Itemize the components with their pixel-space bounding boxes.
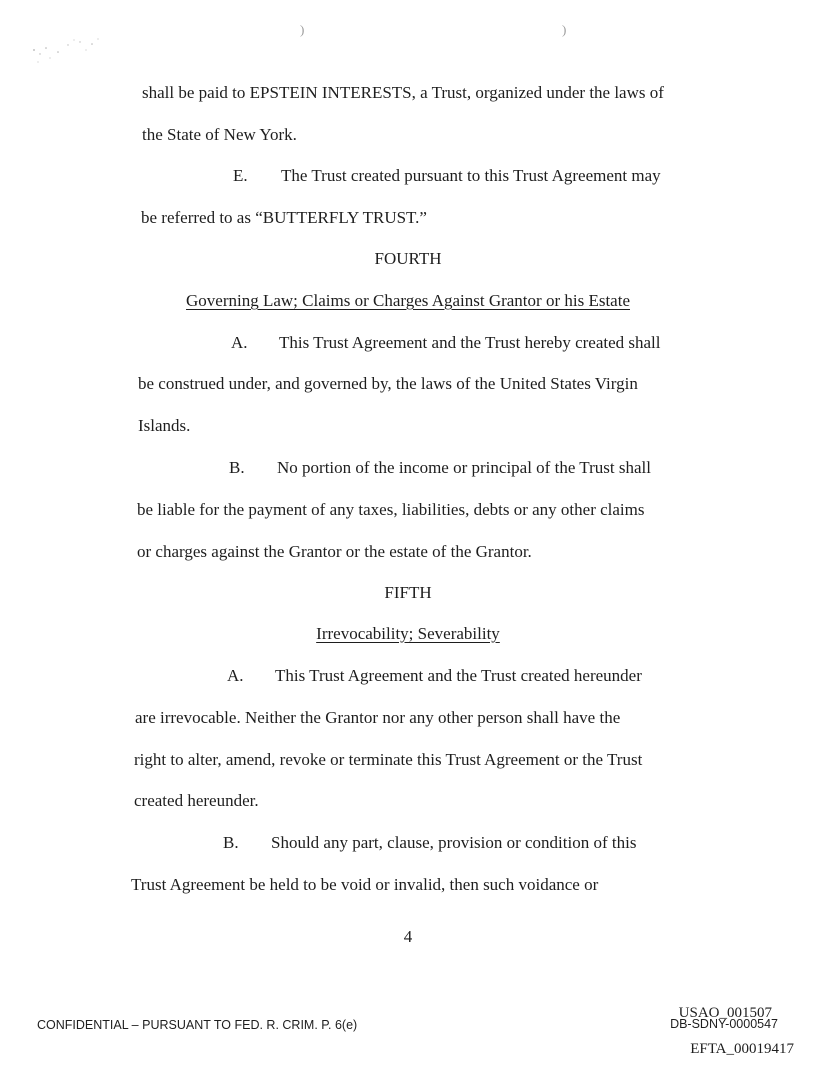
- section-subheading: Irrevocability; Severability: [316, 624, 500, 643]
- body-text: The Trust created pursuant to this Trust Agreement may: [281, 166, 661, 185]
- section-heading: FOURTH: [374, 249, 442, 268]
- body-line: the State of New York.: [142, 125, 297, 144]
- body-text: This Trust Agreement and the Trust hereby created shall: [279, 333, 661, 352]
- confidential-notice: CONFIDENTIAL – PURSUANT TO FED. R. CRIM. P. 6(e): [37, 1018, 358, 1032]
- scan-mark: ): [300, 22, 305, 37]
- body-line: Trust Agreement be held to be void or invalid, then such voidance or: [131, 875, 599, 894]
- bates-efta: EFTA_00019417: [690, 1041, 794, 1057]
- body-line: right to alter, amend, revoke or terminate this Trust Agreement or the Trust: [134, 750, 643, 769]
- body-text: Should any part, clause, provision or condition of this: [271, 833, 637, 852]
- body-line: be referred to as “BUTTERFLY TRUST.”: [141, 208, 427, 227]
- paragraph-b-first-line: [229, 458, 651, 478]
- paragraph-a-first-line: [231, 333, 661, 353]
- page-number: 4: [403, 927, 413, 946]
- body-line: or charges against the Grantor or the estate of the Grantor.: [137, 542, 532, 561]
- body-line: are irrevocable. Neither the Grantor nor any other person shall have the: [135, 708, 621, 727]
- body-text: This Trust Agreement and the Trust created hereunder: [275, 666, 642, 685]
- bates-db-sdny: DB-SDNY-0000547: [670, 1017, 778, 1031]
- body-line: Islands.: [138, 416, 191, 435]
- paragraph-b-first-line: [223, 833, 636, 853]
- scan-mark: ): [562, 22, 567, 37]
- body-line: be construed under, and governed by, the laws of the United States Virgin: [138, 374, 638, 393]
- paragraph-label: E.: [233, 166, 248, 185]
- body-line: created hereunder.: [134, 791, 259, 810]
- body-line: shall be paid to EPSTEIN INTERESTS, a Trust, organized under the laws of: [142, 83, 664, 102]
- paragraph-label: A.: [231, 333, 248, 352]
- body-text: No portion of the income or principal of the Trust shall: [277, 458, 651, 477]
- paragraph-label: A.: [227, 666, 244, 685]
- bates-usao: USAO_001507: [678, 1005, 772, 1021]
- paragraph-label: B.: [223, 833, 239, 852]
- section-subheading: Governing Law; Claims or Charges Against Grantor or his Estate: [186, 291, 630, 310]
- paragraph-label: B.: [229, 458, 245, 477]
- body-line: be liable for the payment of any taxes, liabilities, debts or any other claims: [137, 500, 645, 519]
- paragraph-e-first-line: [233, 166, 661, 186]
- paragraph-a-first-line: [227, 666, 642, 686]
- scan-specks-decoration: [28, 30, 118, 70]
- section-heading: FIFTH: [384, 583, 432, 602]
